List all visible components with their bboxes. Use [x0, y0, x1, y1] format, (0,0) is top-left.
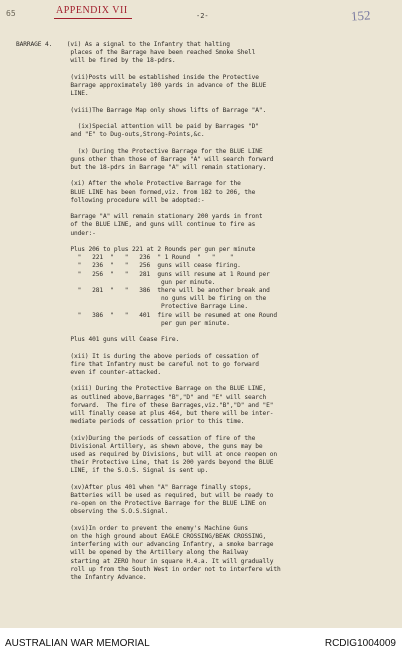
document-line: (xv)After plus 401 when "A" Barrage finally stops,	[16, 483, 252, 491]
document-line: (xvi)In order to prevent the enemy's Machine Guns	[16, 524, 249, 532]
document-line: " 386 " " 401 fire will be resumed at one Round	[16, 311, 278, 319]
document-line: Plus 401 guns will Cease Fire.	[16, 336, 180, 344]
margin-mark: 65	[6, 9, 16, 18]
document-line: BLUE LINE has been formed,viz. from 182 to 206, the	[16, 188, 256, 196]
document-line: of the BLUE LINE, and guns will continue to fire as	[16, 221, 256, 229]
document-line: " 281 " " 386 there will be another break and	[16, 287, 270, 294]
document-line: guns other than those of Barrage "A" will search forward	[16, 155, 274, 163]
document-line: will be fired by the 18-pdrs.	[16, 57, 176, 65]
document-line: mediate periods of cessation prior to this time.	[16, 418, 245, 426]
document-line: (ix)Special attention will be paid by Barrages "D"	[16, 123, 259, 130]
document-line: their Protective Line, that is 200 yards beyond the BLUE	[16, 459, 274, 467]
folio-number: 152	[350, 7, 371, 24]
document-line: " 256 " " 281 guns will resume at 1 Round per	[16, 270, 270, 278]
document-line: places of the Barrage have been reached Smoke Shell	[16, 49, 256, 57]
document-line: per gun per minute.	[16, 319, 230, 327]
document-line: " 236 " " 256 guns will cease firing.	[16, 262, 241, 270]
page-number: -2-	[196, 12, 209, 20]
document-line: BARRAGE 4. (vi) As a signal to the Infantry that halting	[16, 41, 230, 48]
document-line: (xiii) During the Protective Barrage on the BLUE LINE,	[16, 385, 267, 393]
appendix-text: APPENDIX VII	[56, 5, 128, 16]
document-line: following procedure will be adopted:-	[16, 196, 205, 204]
document-line: but the 18-pdrs in Barrage "A" will remain stationary.	[16, 164, 267, 171]
document-line: and "E" to Dug-outs,Strong-Points,&c.	[16, 131, 205, 139]
document-line: on the high ground about EAGLE CROSSING/BEAK CROSSING,	[16, 533, 267, 540]
document-line: (xiv)During the periods of cessation of fire of the	[16, 434, 256, 442]
document-line: observing the S.O.S.Signal.	[16, 508, 169, 516]
document-line: even if counter-attacked.	[16, 369, 162, 376]
document-line: Batteries will be used as required, but will be ready to	[16, 492, 274, 499]
document-line: no guns will be firing on the	[16, 295, 267, 303]
document-line: the Infantry Advance.	[16, 574, 147, 581]
footer-reference: RCDIG1004009	[324, 638, 396, 649]
document-line: (xi) After the whole Protective Barrage for the	[16, 180, 241, 188]
document-line: Plus 206 to plus 221 at 2 Rounds per gun per minute	[16, 246, 256, 253]
document-line: will finally cease at plus 464, but there will be inter-	[16, 410, 274, 417]
document-line: (vii)Posts will be established inside the Protective	[16, 73, 259, 81]
document-line: forward. The fire of these Barrages,viz."B","D" and "E"	[16, 401, 274, 409]
document-line: LINE, if the S.O.S. Signal is sent up.	[16, 467, 209, 475]
document-line: as outlined above,Barrages "B","D" and "E" will search	[16, 393, 267, 401]
document-line: gun per minute.	[16, 278, 216, 286]
appendix-label	[56, 5, 128, 16]
document-line: LINE.	[16, 90, 89, 98]
document-line: Barrage "A" will remain stationary 200 yards in front	[16, 213, 263, 221]
document-line: (xii) It is during the above periods of cessation of	[16, 352, 259, 360]
document-line: Protective Barrage Line.	[16, 303, 249, 311]
document-line: used as required by Divisions, but will at once reopen on	[16, 451, 278, 458]
document-line: starting at ZERO hour in square H.4.a. It will gradually	[16, 557, 274, 565]
document-line: Barrage approximately 100 yards in advance of the BLUE	[16, 82, 267, 89]
appendix-underline	[54, 18, 132, 19]
document-line: interfering with our advancing Infantry, a smoke barrage	[16, 541, 274, 549]
document-line: re-open on the Protective Barrage for the BLUE LINE on	[16, 500, 267, 508]
document-line: (viii)The Barrage Map only shows lifts of Barrage "A".	[16, 106, 267, 114]
document-line: Divisional Artillery, as shewn above, the guns may be	[16, 442, 263, 450]
document-line: " 221 " " 236 " 1 Round " " "	[16, 254, 234, 262]
document-line: will be opened by the Artillery along the Railway	[16, 549, 249, 557]
document-line: fire that Infantry must be careful not to go forward	[16, 360, 259, 368]
document-line: (x) During the Protective Barrage for the BLUE LINE	[16, 147, 263, 155]
document-line: roll up from the South West in order not to interfere with	[16, 565, 281, 573]
footer	[0, 628, 402, 654]
document-line: under:-	[16, 229, 96, 237]
footer-organization: AUSTRALIAN WAR MEMORIAL	[5, 638, 150, 649]
